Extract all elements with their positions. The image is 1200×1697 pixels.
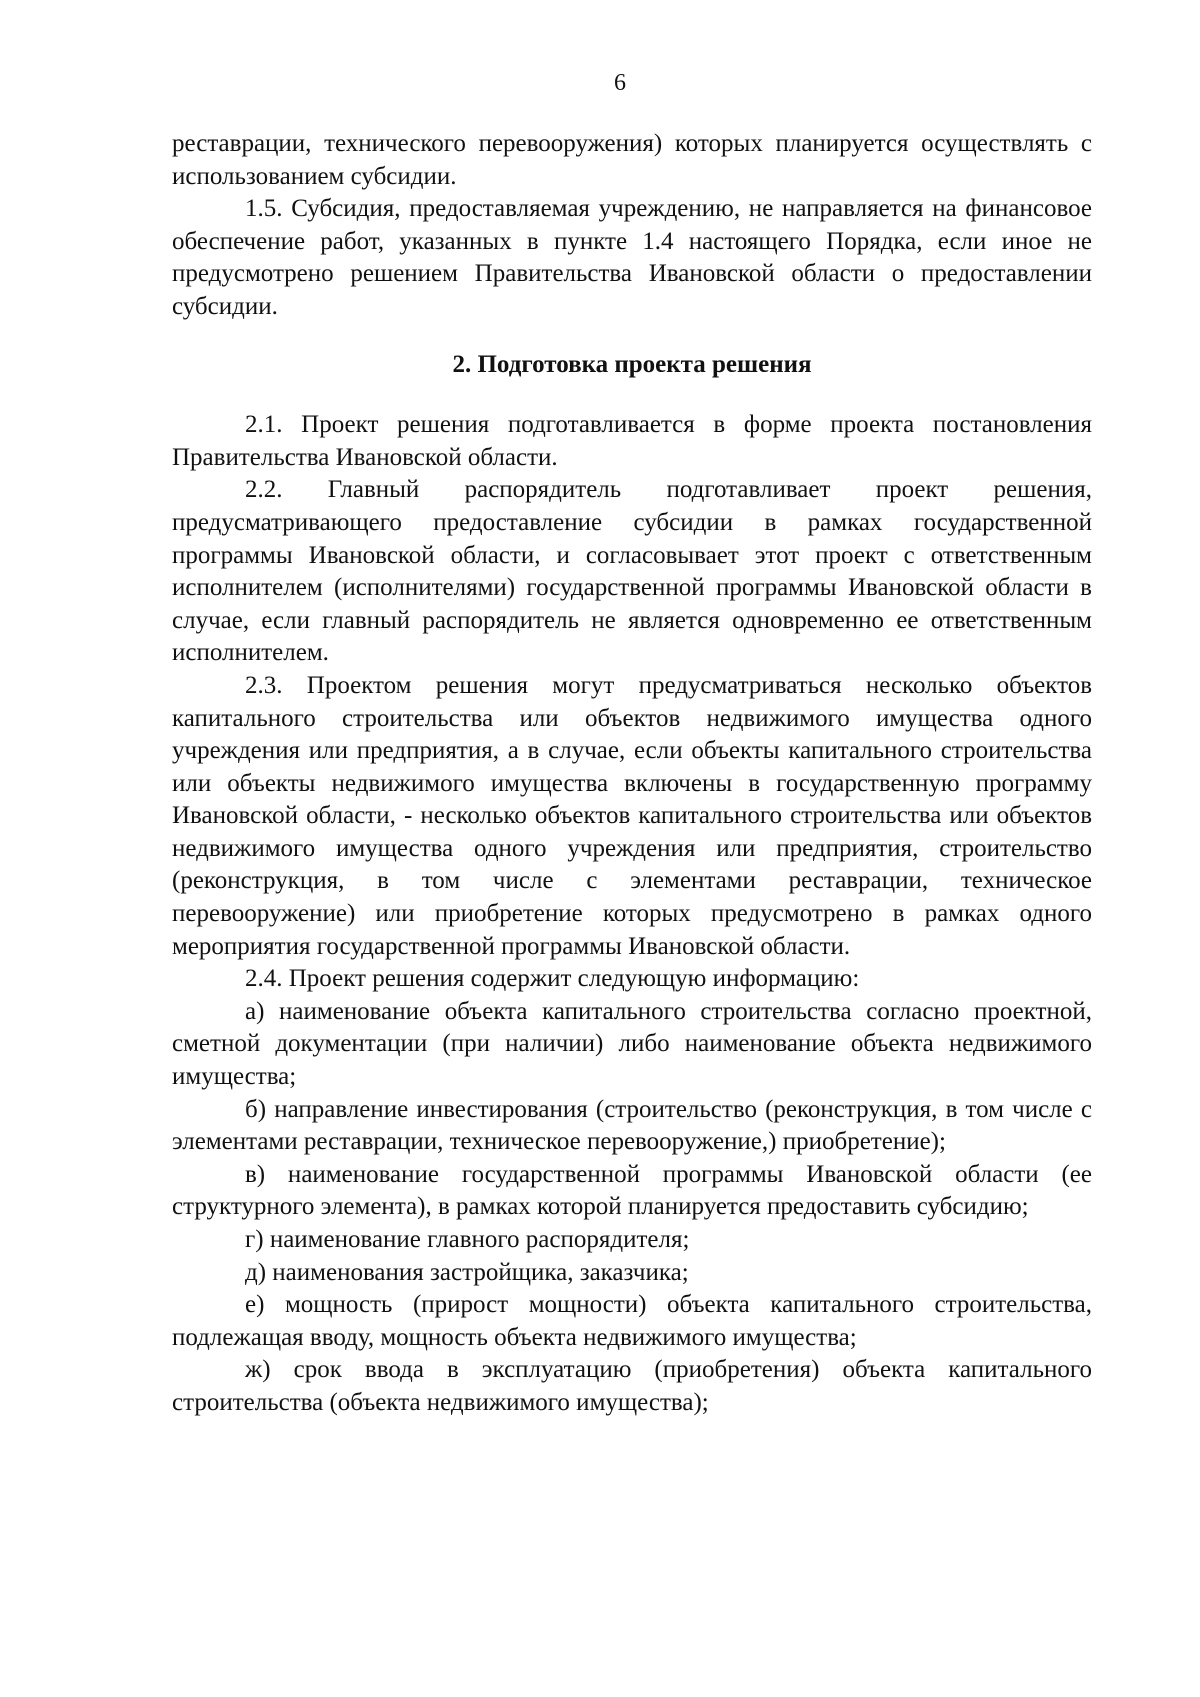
section-heading: 2. Подготовка проекта решения (452, 350, 812, 378)
paragraph-1-5: 1.5. Субсидия, предоставляемая учреждению, не направляется на финансовое обеспечение работ, указанных в пункте 1.4 настоящего Порядка, если иное не предусмотрено решением Правительства Ивановской области о предоставлении субсидии. (172, 195, 1092, 320)
list-item-a: а) наименование объекта капитального строительства согласно проектной, сметной документации (при наличии) либо наименование объекта недвижимого имущества; (172, 997, 1092, 1091)
list-item-d: д) наименования застройщика, заказчика; (245, 1258, 689, 1286)
paragraph-2-3: 2.3. Проектом решения могут предусматриваться несколько объектов капитального строительства или объектов недвижимого имущества одного учреждения или предприятия, а в случае, если объекты капитального строительства или объекты недвижимого имущества включены в государственную программу Ивановской области, - несколько объектов капитального строительства или объектов недвижимого имущества одного учреждения или предприятия, строительство (реконструкция, в том числе с элементами реставрации, техническое перевооружение) или приобретение которых предусмотрено в рамках одного мероприятия государственной программы Ивановской области. (172, 671, 1092, 960)
document-body (172, 128, 1092, 1420)
list-item-e: е) мощность (прирост мощности) объекта капитального строительства, подлежащая вводу, мощность объекта недвижимого имущества; (172, 1291, 1092, 1351)
list-item-g: г) наименование главного распорядителя; (245, 1226, 690, 1253)
paragraph-continuation: реставрации, технического перевооружения) которых планируется осуществлять с использованием субсидии. (172, 130, 1092, 190)
list-item-v: в) наименование государственной программы Ивановской области (ее структурного элемента), в рамках которой планируется предоставить субсидию; (172, 1160, 1092, 1221)
paragraph-2-4: 2.4. Проект решения содержит следующую информацию: (245, 965, 860, 993)
list-item-b: б) направление инвестирования (строительство (реконструкция, в том числе с элементами реставрации, техническое перевооружение,) приобретение); (172, 1095, 1092, 1156)
list-item-zh: ж) срок ввода в эксплуатацию (приобретения) объекта капитального строительства (объекта недвижимого имущества); (172, 1356, 1092, 1416)
paragraph-2-1: 2.1. Проект решения подготавливается в форме проекта постановления Правительства Ивановской области. (172, 411, 1092, 471)
paragraph-2-2: 2.2. Главный распорядитель подготавливает проект решения, предусматривающего предоставление субсидии в рамках государственной программы Ивановской области, и согласовывает этот проект с ответственным исполнителем (исполнителями) государственной программы Ивановской области в случае, если главный распорядитель не является одновременно ее ответственным исполнителем. (172, 476, 1092, 667)
page-number: 6 (614, 70, 626, 96)
